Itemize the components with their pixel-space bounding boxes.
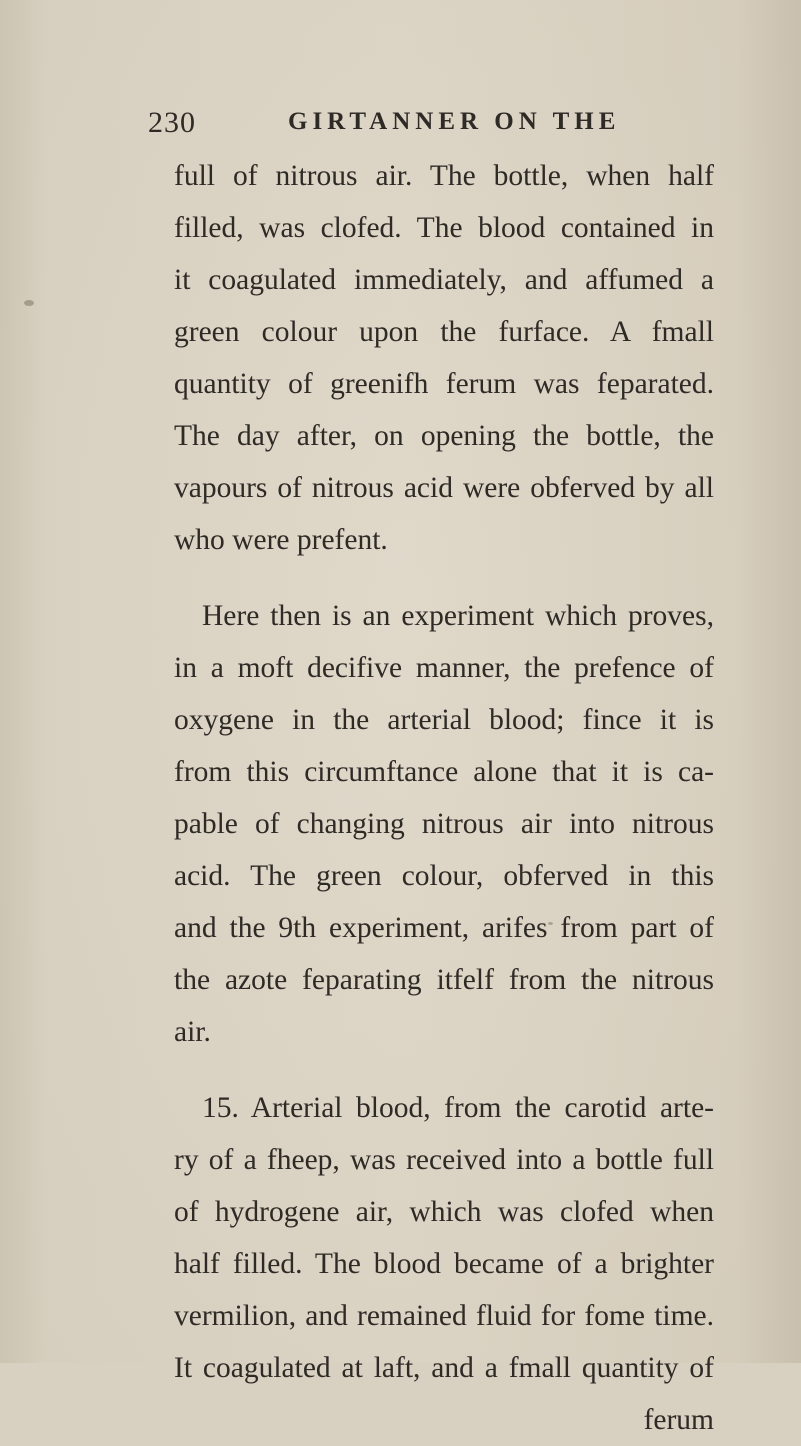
text-line: green colour upon the furface. A fmall bbox=[174, 316, 714, 348]
text-line: oxygene in the arterial blood; fince it is bbox=[174, 704, 714, 736]
page-number: 230 bbox=[148, 106, 196, 139]
text-line: it coagulated immediately, and affumed a bbox=[174, 264, 714, 296]
text-line: The day after, on opening the bottle, the bbox=[174, 420, 714, 452]
paragraph-gap bbox=[174, 566, 714, 590]
paragraph bbox=[174, 1082, 714, 1394]
text-line: and the 9th experiment, arifes from part of bbox=[174, 912, 714, 944]
body-text bbox=[174, 150, 714, 1446]
text-line: in a moft decifive manner, the prefence of bbox=[174, 652, 714, 684]
paragraph-gap bbox=[174, 1058, 714, 1082]
text-line: vermilion, and remained fluid for fome time. bbox=[174, 1300, 714, 1332]
text-line: pable of changing nitrous air into nitrous bbox=[174, 808, 714, 840]
text-line: filled, was clofed. The blood contained in bbox=[174, 212, 714, 244]
page-header bbox=[148, 106, 708, 146]
paragraph bbox=[174, 150, 714, 566]
text-line: half filled. The blood became of a brighter bbox=[174, 1248, 714, 1280]
running-head: GIRTANNER ON THE bbox=[288, 108, 621, 135]
text-line: of hydrogene air, which was clofed when bbox=[174, 1196, 714, 1228]
text-line: acid. The green colour, obferved in this bbox=[174, 860, 714, 892]
text-line: the azote feparating itfelf from the nitrous bbox=[174, 964, 714, 996]
text-line: who were prefent. bbox=[174, 524, 388, 556]
text-line: 15. Arterial blood, from the carotid arte- bbox=[202, 1092, 714, 1124]
text-line: Here then is an experiment which proves, bbox=[202, 600, 714, 632]
paper-spot bbox=[24, 300, 34, 306]
text-line: It coagulated at laft, and a fmall quantity of bbox=[174, 1352, 714, 1384]
text-line: full of nitrous air. The bottle, when half bbox=[174, 160, 714, 192]
catchword: ferum bbox=[643, 1404, 714, 1436]
text-line: vapours of nitrous acid were obferved by all bbox=[174, 472, 714, 504]
paragraph bbox=[174, 590, 714, 1058]
text-line: from this circumftance alone that it is ca- bbox=[174, 756, 714, 788]
text-line: ry of a fheep, was received into a bottle full bbox=[174, 1144, 714, 1176]
text-line: quantity of greenifh ferum was feparated. bbox=[174, 368, 714, 400]
text-line: air. bbox=[174, 1016, 211, 1048]
